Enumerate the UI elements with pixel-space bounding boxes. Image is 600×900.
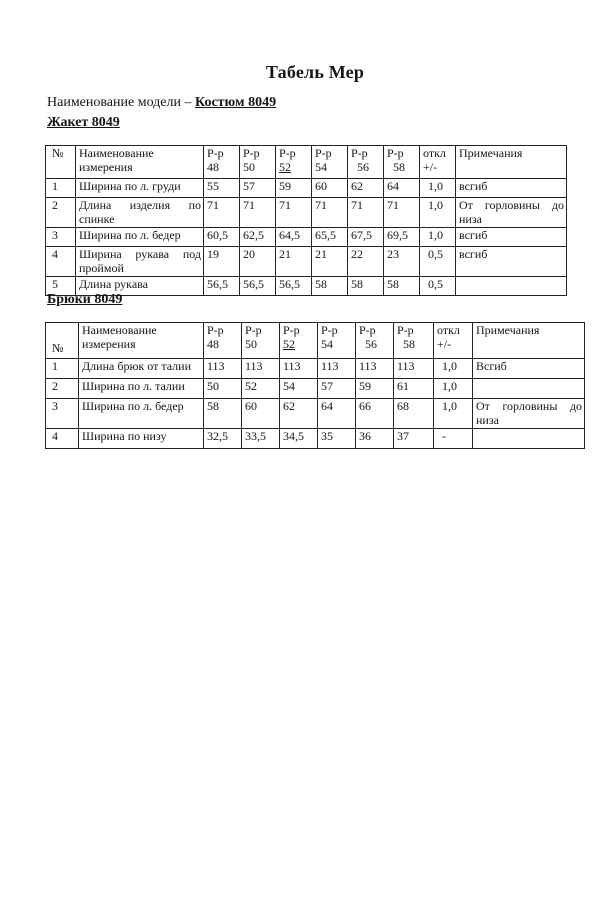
cell-size: 33,5 — [242, 429, 280, 449]
cell-size: 71 — [348, 198, 384, 228]
cell-size: 60 — [312, 179, 348, 198]
cell-size: 61 — [394, 379, 434, 399]
document-title: Табель Мер — [265, 62, 365, 82]
model-name-label: Наименование модели – — [47, 95, 192, 110]
cell-name: Ширина по низу — [79, 429, 204, 449]
cell-size: 35 — [318, 429, 356, 449]
cell-size: 67,5 — [348, 228, 384, 247]
cell-size: 56,5 — [276, 277, 312, 296]
table-row — [46, 277, 567, 296]
header-cell-size-54: Р-р 54 — [312, 146, 348, 179]
cell-num: 3 — [46, 228, 76, 247]
cell-note — [473, 429, 585, 449]
cell-deviation: 1,0 — [420, 198, 456, 228]
cell-size: 57 — [318, 379, 356, 399]
table-header-row — [46, 146, 567, 179]
cell-deviation: 1,0 — [420, 228, 456, 247]
cell-size: 113 — [394, 359, 434, 379]
cell-note — [456, 277, 567, 296]
cell-size: 71 — [240, 198, 276, 228]
cell-size: 34,5 — [280, 429, 318, 449]
header-cell-size-54: Р-р 54 — [318, 323, 356, 359]
cell-size: 50 — [204, 379, 242, 399]
header-cell-deviation: откл +/- — [420, 146, 456, 179]
header-cell-name: Наименование измерения — [76, 146, 204, 179]
header-cell-size-52: Р-р 52 — [276, 146, 312, 179]
cell-deviation: 1,0 — [420, 179, 456, 198]
header-cell-size-52: Р-р 52 — [280, 323, 318, 359]
cell-num: 5 — [46, 277, 76, 296]
cell-size: 71 — [384, 198, 420, 228]
cell-size: 113 — [356, 359, 394, 379]
cell-size: 62 — [280, 399, 318, 429]
cell-size: 62,5 — [240, 228, 276, 247]
cell-size: 36 — [356, 429, 394, 449]
jacket-measurements-table — [45, 145, 567, 296]
model-name-line — [47, 95, 276, 111]
cell-name: Длина рукава — [76, 277, 204, 296]
cell-note: От горловины до низа — [456, 198, 567, 228]
cell-note: всгиб — [456, 228, 567, 247]
cell-size: 71 — [204, 198, 240, 228]
header-cell-size-58: Р-р 58 — [394, 323, 434, 359]
section-heading-trousers: Брюки 8049 — [47, 292, 123, 307]
header-cell-num: № — [46, 323, 79, 359]
table-row — [46, 429, 585, 449]
cell-num: 4 — [46, 247, 76, 277]
cell-name: Ширина по л. бедер — [79, 399, 204, 429]
cell-size: 64 — [318, 399, 356, 429]
cell-deviation: 0,5 — [420, 247, 456, 277]
header-cell-size-50: Р-р 50 — [242, 323, 280, 359]
cell-size: 23 — [384, 247, 420, 277]
cell-size: 21 — [312, 247, 348, 277]
cell-size: 52 — [242, 379, 280, 399]
cell-name: Ширина по л. талии — [79, 379, 204, 399]
cell-size: 37 — [394, 429, 434, 449]
cell-size: 113 — [318, 359, 356, 379]
header-cell-notes: Примечания — [473, 323, 585, 359]
trousers-measurements-table — [45, 322, 585, 449]
table-row — [46, 198, 567, 228]
cell-deviation: 1,0 — [434, 399, 473, 429]
cell-size: 60 — [242, 399, 280, 429]
header-cell-deviation: откл +/- — [434, 323, 473, 359]
table-row — [46, 247, 567, 277]
cell-size: 113 — [280, 359, 318, 379]
cell-size: 66 — [356, 399, 394, 429]
cell-size: 58 — [204, 399, 242, 429]
cell-num: 1 — [46, 359, 79, 379]
header-cell-notes: Примечания — [456, 146, 567, 179]
cell-size: 65,5 — [312, 228, 348, 247]
model-name-value: Костюм 8049 — [195, 95, 277, 110]
cell-size: 59 — [276, 179, 312, 198]
cell-note: всгиб — [456, 179, 567, 198]
cell-size: 59 — [356, 379, 394, 399]
cell-size: 32,5 — [204, 429, 242, 449]
cell-size: 56,5 — [204, 277, 240, 296]
table-row — [46, 359, 585, 379]
cell-deviation: - — [434, 429, 473, 449]
cell-size: 60,5 — [204, 228, 240, 247]
cell-name: Ширина по л. груди — [76, 179, 204, 198]
cell-size: 68 — [394, 399, 434, 429]
cell-name: Длина изделия по спинке — [76, 198, 204, 228]
header-cell-size-56: Р-р 56 — [356, 323, 394, 359]
header-cell-size-50: Р-р 50 — [240, 146, 276, 179]
cell-name: Длина брюк от талии — [79, 359, 204, 379]
header-cell-size-58: Р-р 58 — [384, 146, 420, 179]
cell-name: Ширина рукава под проймой — [76, 247, 204, 277]
header-cell-name: Наименование измерения — [79, 323, 204, 359]
header-cell-size-48: Р-р 48 — [204, 323, 242, 359]
cell-size: 69,5 — [384, 228, 420, 247]
cell-deviation: 0,5 — [420, 277, 456, 296]
cell-num: 1 — [46, 179, 76, 198]
cell-size: 62 — [348, 179, 384, 198]
cell-num: 3 — [46, 399, 79, 429]
cell-size: 55 — [204, 179, 240, 198]
table-row — [46, 228, 567, 247]
header-cell-size-56: Р-р 56 — [348, 146, 384, 179]
cell-num: 2 — [46, 379, 79, 399]
table-row — [46, 379, 585, 399]
cell-size: 71 — [276, 198, 312, 228]
cell-size: 71 — [312, 198, 348, 228]
cell-size: 19 — [204, 247, 240, 277]
cell-size: 56,5 — [240, 277, 276, 296]
cell-size: 22 — [348, 247, 384, 277]
cell-num: 2 — [46, 198, 76, 228]
table-row — [46, 399, 585, 429]
cell-note: всгиб — [456, 247, 567, 277]
cell-size: 57 — [240, 179, 276, 198]
cell-name: Ширина по л. бедер — [76, 228, 204, 247]
cell-size: 58 — [348, 277, 384, 296]
header-cell-num: № — [46, 146, 76, 179]
cell-size: 20 — [240, 247, 276, 277]
cell-note — [473, 379, 585, 399]
cell-note: От горловины до низа — [473, 399, 585, 429]
cell-num: 4 — [46, 429, 79, 449]
cell-size: 58 — [384, 277, 420, 296]
cell-size: 64 — [384, 179, 420, 198]
cell-deviation: 1,0 — [434, 379, 473, 399]
cell-size: 64,5 — [276, 228, 312, 247]
section-heading-jacket: Жакет 8049 — [47, 115, 120, 130]
cell-size: 58 — [312, 277, 348, 296]
cell-note: Всгиб — [473, 359, 585, 379]
header-cell-size-48: Р-р 48 — [204, 146, 240, 179]
table-header-row — [46, 323, 585, 359]
cell-size: 21 — [276, 247, 312, 277]
cell-size: 54 — [280, 379, 318, 399]
cell-size: 113 — [204, 359, 242, 379]
cell-deviation: 1,0 — [434, 359, 473, 379]
table-row — [46, 179, 567, 198]
cell-size: 113 — [242, 359, 280, 379]
